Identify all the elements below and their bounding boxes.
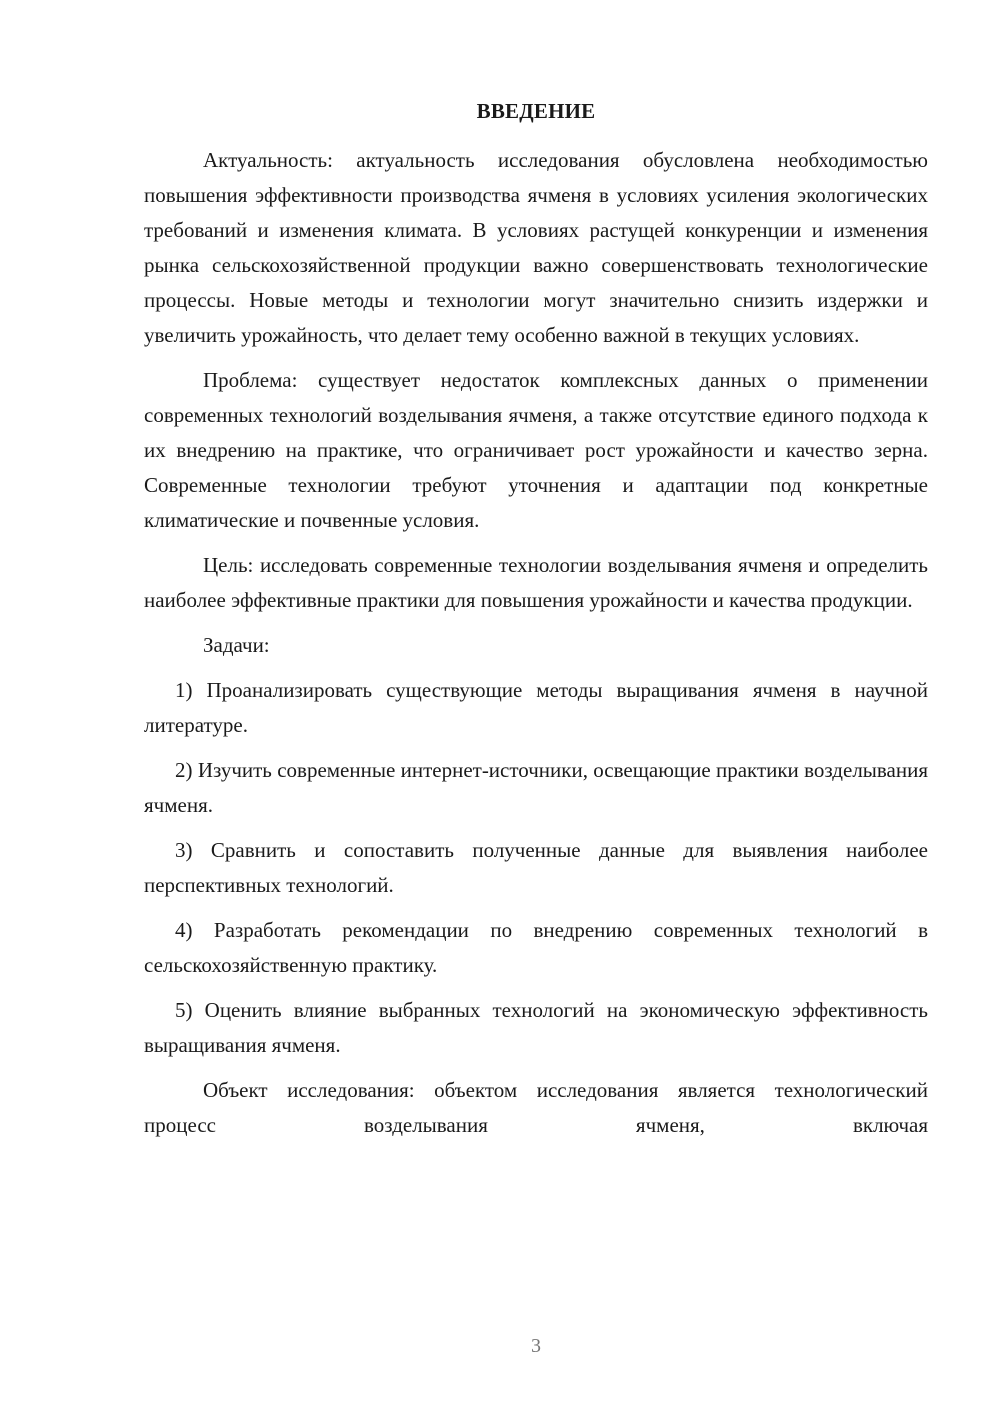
task-item: 2) Изучить современные интернет-источники, освещающие практики возделывания ячменя.	[144, 758, 928, 817]
page-title: ВВЕДЕНИЕ	[476, 99, 596, 123]
paragraph-object: Объект исследования: объектом исследования является технологический процесс возделывания ячменя, включая	[144, 1078, 928, 1137]
task-item: 3) Сравнить и сопоставить полученные данные для выявления наиболее перспективных технологий.	[144, 838, 928, 897]
paragraph-goal: Цель: исследовать современные технологии возделывания ячменя и определить наиболее эффективные практики для повышения урожайности и качества продукции.	[144, 553, 928, 612]
tasks-title: Задачи:	[203, 633, 270, 657]
task-item: 4) Разработать рекомендации по внедрению современных технологий в сельскохозяйственную практику.	[144, 918, 928, 977]
paragraph-problem: Проблема: существует недостаток комплексных данных о применении современных технологий возделывания ячменя, а также отсутствие единого подхода к их внедрению на практике, что ограничивает рост урожайности и качество зерна. Современные технологии требуют уточнения и адаптации под конкретные климатические и почвенные условия.	[144, 368, 928, 532]
body-text	[144, 143, 928, 1153]
page-number: 3	[531, 1335, 541, 1357]
paragraph-relevance: Актуальность: актуальность исследования обусловлена необходимостью повышения эффективности производства ячменя в условиях усиления экологических требований и изменения климата. В условиях растущей конкуренции и изменения рынка сельскохозяйственной продукции важно совершенствовать технологические процессы. Новые методы и технологии могут значительно снизить издержки и увеличить урожайность, что делает тему особенно важной в текущих условиях.	[144, 148, 928, 347]
task-item: 1) Проанализировать существующие методы выращивания ячменя в научной литературе.	[144, 678, 928, 737]
task-item: 5) Оценить влияние выбранных технологий на экономическую эффективность выращивания ячменя.	[144, 998, 928, 1057]
